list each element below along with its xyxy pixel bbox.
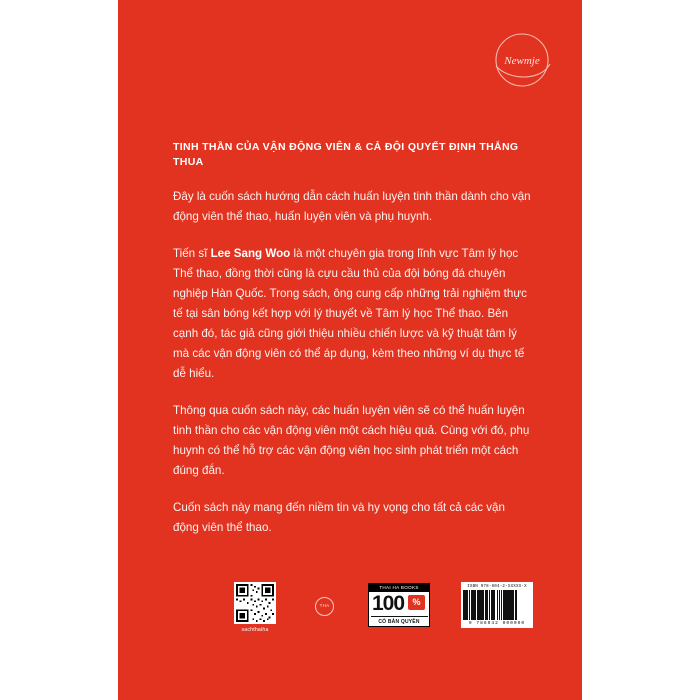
- qr-code-block: [231, 582, 279, 633]
- footer-strip: [118, 582, 582, 652]
- copyright-badge-percent: %: [408, 595, 425, 610]
- paragraph-4: [173, 498, 533, 538]
- paragraph-1: [173, 187, 533, 227]
- paragraph-2: [173, 244, 533, 384]
- text-run: Tiến sĩ: [173, 247, 211, 261]
- paragraph-3: [173, 401, 533, 481]
- page-title: TINH THẦN CỦA VẬN ĐỘNG VIÊN & CẢ ĐỘI QUYẾT ĐỊNH THẮNG THUA: [173, 141, 519, 168]
- red-cover-panel: [118, 0, 582, 700]
- circular-stamp-icon: THA: [315, 597, 334, 616]
- copyright-badge-divider: [371, 616, 428, 617]
- qr-code-icon[interactable]: [234, 582, 276, 624]
- isbn-text: ISBN 978-604-2-XXXXX-X: [467, 585, 527, 589]
- barcode-icon: [463, 590, 531, 620]
- qr-code-label: sachthaiha: [241, 627, 269, 633]
- barcode-digits: 9 786042 000000: [468, 621, 526, 626]
- text-run: Cuốn sách này mang đến niềm tin và hy vọng cho tất cả các vận động viên thể thao.: [173, 500, 505, 534]
- text-run: Thông qua cuốn sách này, các huấn luyện viên sẽ có thể huấn luyện tinh thần cho các vận động viên một cách hiệu quả. Cùng với đó, phụ huynh có thể hỗ trợ các vận động viên học sinh phát triển một cách đúng đắn.: [173, 403, 530, 477]
- back-cover-text-block: [173, 140, 533, 537]
- barcode-block: [461, 582, 533, 628]
- text-run: là một chuyên gia trong lĩnh vực Tâm lý học Thể thao, đồng thời cũng là cựu cầu thủ của đội bóng đá chuyên nghiệp Hàn Quốc. Trong sách, ông cung cấp những trải nghiệm thực tế tại sân bóng kết hợp với lý thuyết về Tâm lý học Thể thao. Bên cạnh đó, tác giả cũng giới thiệu nhiều chiến lược và kỹ thuật tâm lý mà các vận động viên có thể áp dụng, kèm theo những ví dụ thực tế dễ hiểu.: [173, 247, 527, 380]
- copyright-badge: [368, 583, 430, 627]
- author-name: Lee Sang Woo: [210, 247, 291, 261]
- copyright-badge-body: [369, 592, 429, 626]
- text-run: Đây là cuốn sách hướng dẫn cách huấn luyện tinh thần dành cho vận động viên thể thao, huấn luyện viên và phụ huynh.: [173, 190, 531, 224]
- copyright-badge-number: 100: [372, 592, 405, 615]
- copyright-badge-brand: THAI HA BOOKS: [369, 584, 429, 592]
- publisher-seal-icon: [488, 26, 556, 94]
- svg-text:Newmje: Newmje: [504, 55, 540, 67]
- copyright-badge-caption: CÓ BẢN QUYỀN: [378, 619, 420, 625]
